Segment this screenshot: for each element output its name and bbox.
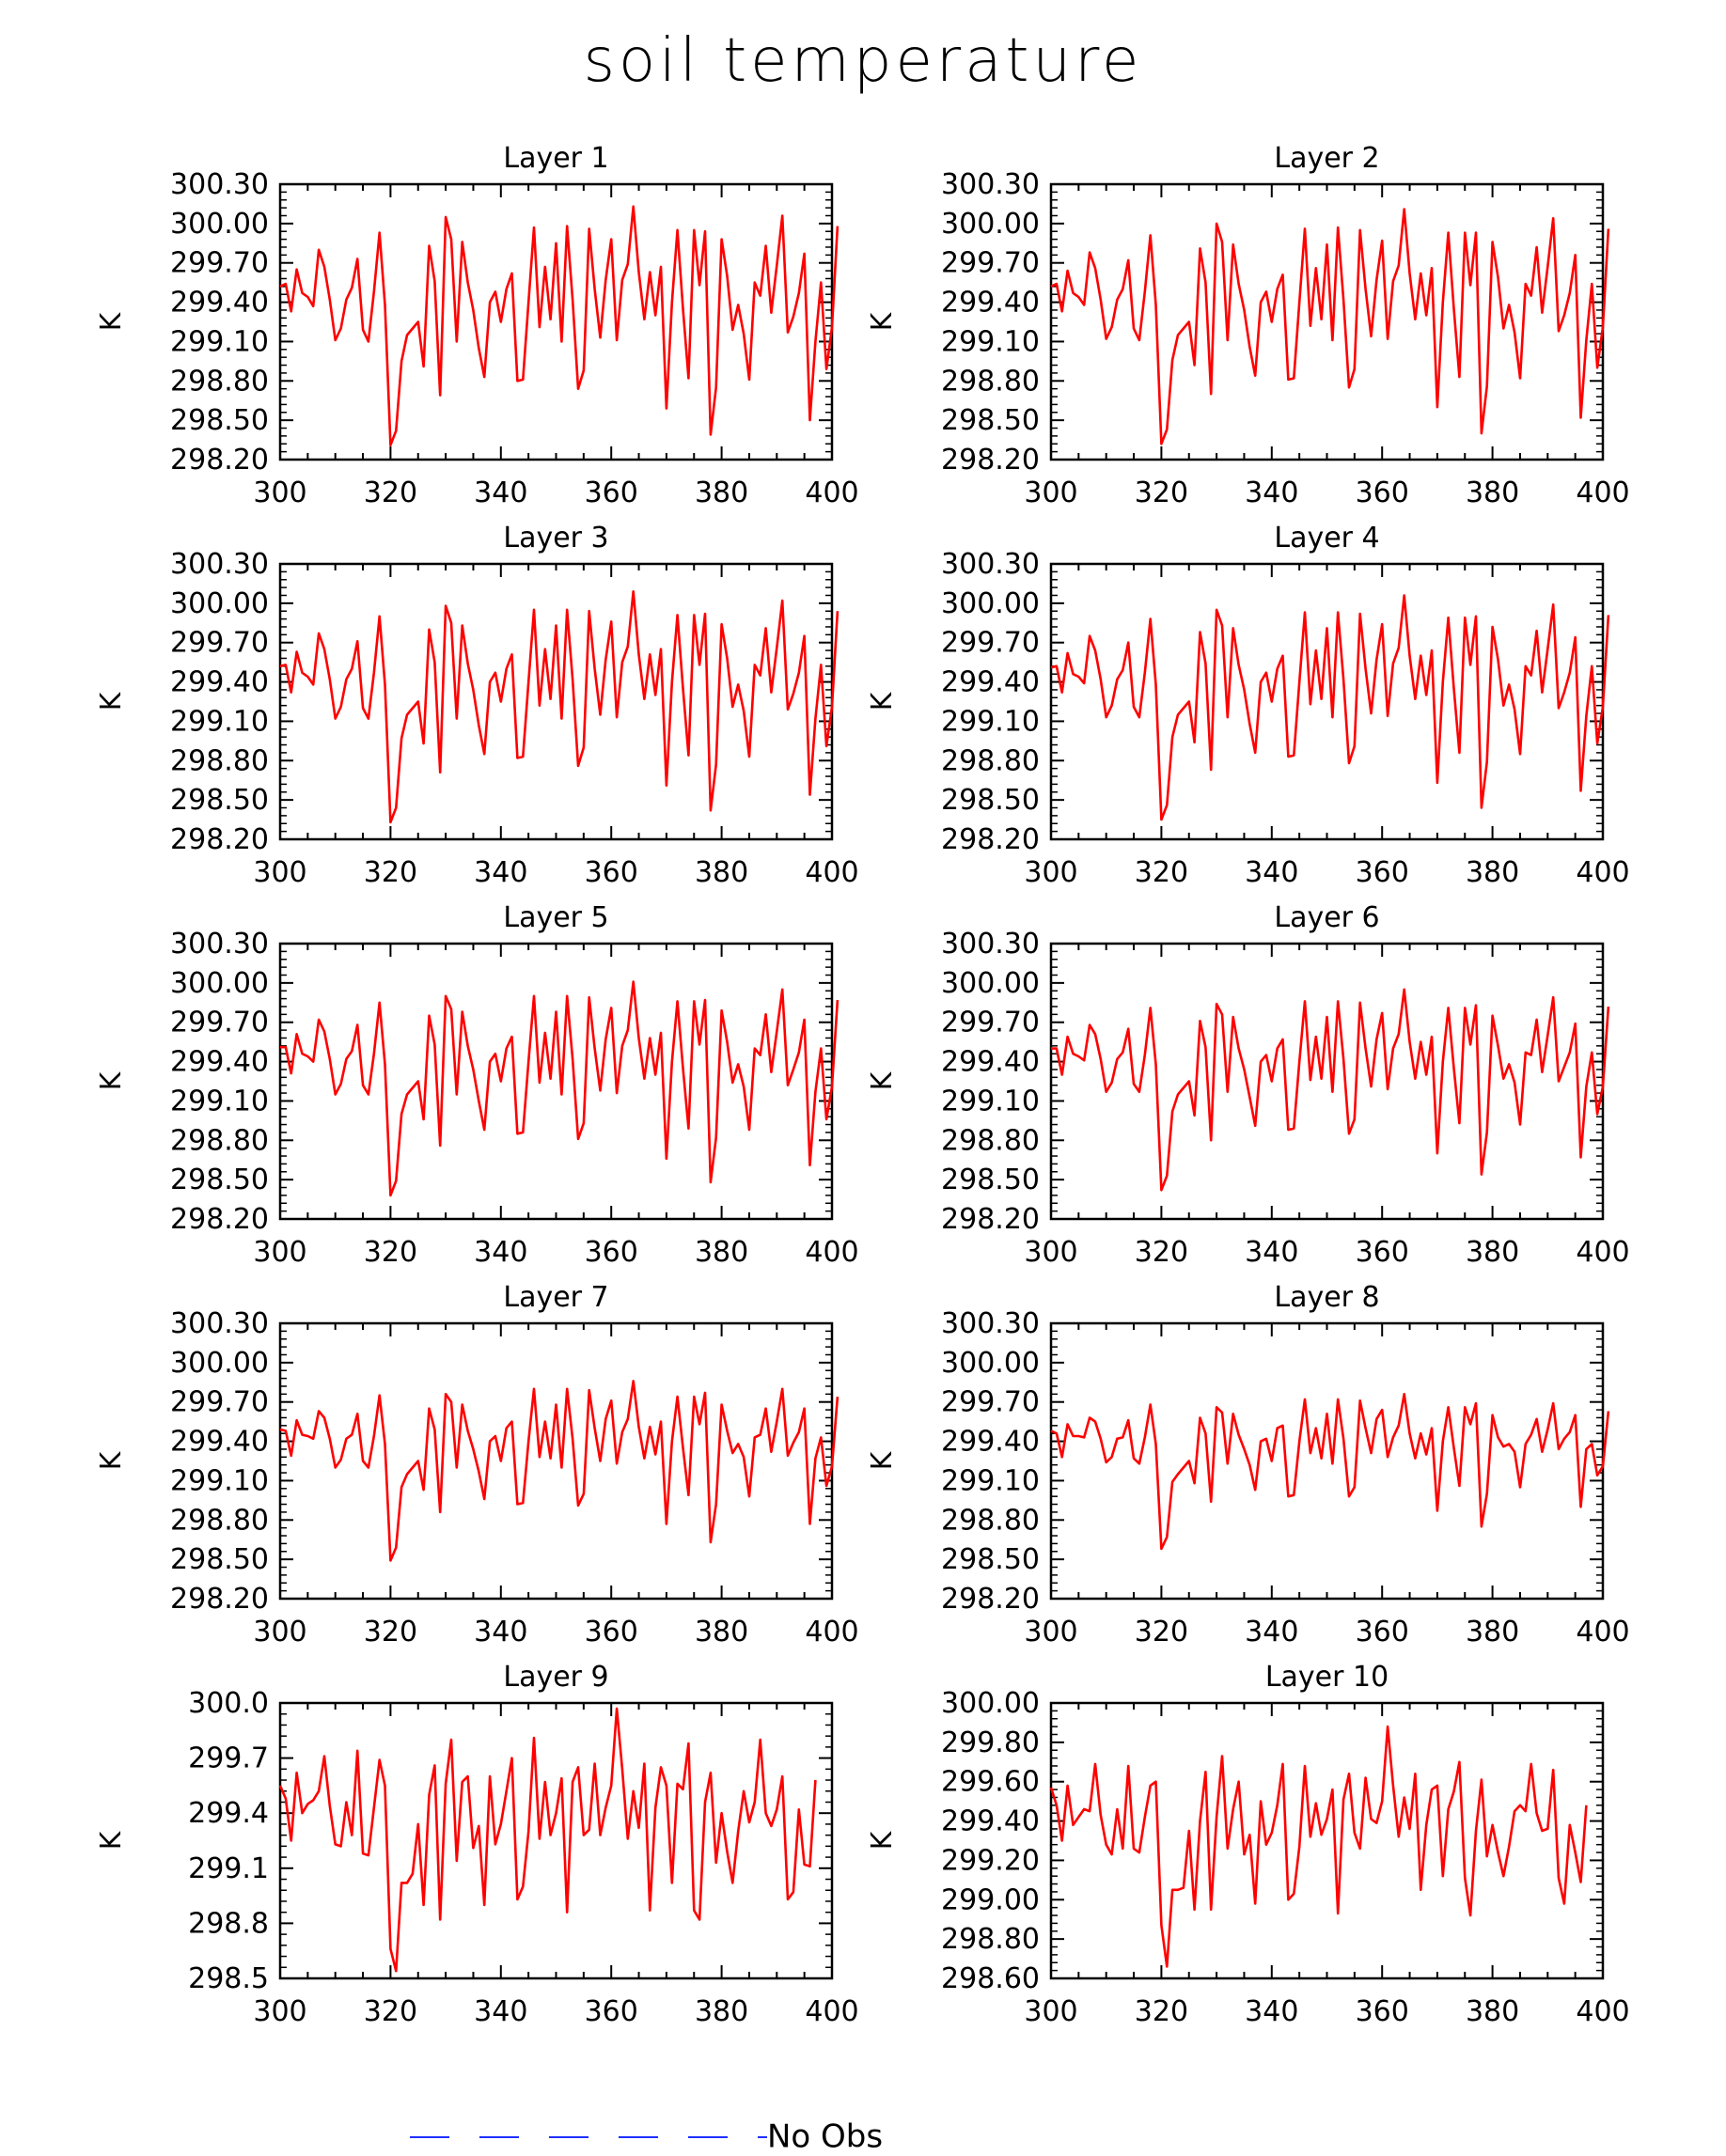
y-tick-label: 298.80 xyxy=(170,1504,269,1538)
y-tick-label: 299.10 xyxy=(170,1085,269,1118)
plot-title: Layer 9 xyxy=(503,1661,609,1694)
y-axis-label: K xyxy=(866,312,899,332)
series-line xyxy=(280,982,838,1195)
series-line xyxy=(1051,596,1608,820)
x-tick-label: 320 xyxy=(1134,477,1189,509)
x-tick-label: 320 xyxy=(1134,856,1189,889)
x-tick-label: 380 xyxy=(694,856,749,889)
y-tick-label: 299.1 xyxy=(188,1851,269,1885)
x-tick-label: 340 xyxy=(474,856,528,889)
y-tick-label: 300.00 xyxy=(941,1687,1040,1720)
y-tick-label: 299.60 xyxy=(941,1765,1040,1799)
y-tick-label: 298.8 xyxy=(188,1907,269,1941)
y-tick-label: 299.7 xyxy=(188,1742,269,1775)
plot-title: Layer 10 xyxy=(1264,1661,1389,1694)
plot-panel-1 xyxy=(95,142,859,509)
y-tick-label: 300.00 xyxy=(170,966,269,1000)
x-tick-label: 320 xyxy=(1134,1995,1189,2028)
x-tick-label: 380 xyxy=(1465,1236,1520,1269)
y-tick-label: 298.50 xyxy=(941,1543,1040,1577)
plot-title: Layer 7 xyxy=(503,1281,609,1314)
x-tick-label: 320 xyxy=(363,1616,418,1648)
y-tick-label: 300.30 xyxy=(170,928,269,961)
x-tick-label: 400 xyxy=(1576,1995,1630,2028)
plot-panel-4 xyxy=(866,522,1630,889)
x-tick-label: 380 xyxy=(1465,477,1520,509)
y-tick-label: 298.80 xyxy=(941,1124,1040,1158)
y-tick-label: 298.50 xyxy=(941,784,1040,818)
y-tick-label: 298.50 xyxy=(170,784,269,818)
x-tick-label: 300 xyxy=(1024,1616,1078,1648)
y-tick-label: 299.10 xyxy=(941,1464,1040,1498)
y-tick-label: 298.80 xyxy=(170,365,269,398)
legend-line-swatch xyxy=(410,2136,767,2138)
x-tick-label: 400 xyxy=(805,1995,859,2028)
x-tick-label: 300 xyxy=(1024,856,1078,889)
y-tick-label: 299.40 xyxy=(170,665,269,699)
y-tick-label: 300.0 xyxy=(188,1687,269,1720)
y-tick-label: 298.20 xyxy=(170,444,269,477)
chart-title: soil temperature xyxy=(583,26,1143,96)
y-tick-label: 300.00 xyxy=(941,586,1040,620)
x-tick-label: 380 xyxy=(1465,856,1520,889)
y-tick-label: 298.20 xyxy=(941,444,1040,477)
series-line xyxy=(280,591,838,822)
x-tick-label: 300 xyxy=(253,856,307,889)
y-axis-label: K xyxy=(95,692,128,711)
x-tick-label: 320 xyxy=(363,477,418,509)
y-tick-label: 299.20 xyxy=(941,1844,1040,1878)
y-axis-label: K xyxy=(866,1451,899,1471)
y-tick-label: 300.00 xyxy=(170,586,269,620)
y-tick-label: 300.30 xyxy=(170,1307,269,1340)
y-axis-label: K xyxy=(95,1071,128,1091)
x-tick-label: 340 xyxy=(1245,856,1299,889)
y-tick-label: 299.40 xyxy=(941,286,1040,320)
series-line xyxy=(1051,990,1608,1191)
y-tick-label: 299.40 xyxy=(941,665,1040,699)
x-tick-label: 400 xyxy=(805,856,859,889)
x-tick-label: 300 xyxy=(1024,477,1078,509)
y-tick-label: 298.80 xyxy=(170,744,269,778)
y-tick-label: 299.70 xyxy=(941,1006,1040,1039)
y-axis-label: K xyxy=(866,692,899,711)
y-tick-label: 298.50 xyxy=(941,404,1040,438)
series-line xyxy=(1051,1726,1586,1966)
x-tick-label: 380 xyxy=(1465,1995,1520,2028)
x-tick-label: 400 xyxy=(805,477,859,509)
x-tick-label: 360 xyxy=(1355,856,1409,889)
x-tick-label: 360 xyxy=(584,1616,638,1648)
y-tick-label: 299.70 xyxy=(170,246,269,280)
y-tick-label: 298.80 xyxy=(941,744,1040,778)
x-tick-label: 340 xyxy=(474,1995,528,2028)
x-tick-label: 360 xyxy=(584,1995,638,2028)
series-line xyxy=(280,207,838,445)
y-tick-label: 298.20 xyxy=(941,1203,1040,1236)
y-tick-label: 298.50 xyxy=(170,404,269,438)
y-tick-label: 299.10 xyxy=(941,705,1040,739)
x-tick-label: 400 xyxy=(805,1616,859,1648)
x-tick-label: 320 xyxy=(1134,1236,1189,1269)
y-tick-label: 300.30 xyxy=(941,548,1040,581)
x-tick-label: 320 xyxy=(363,1995,418,2028)
y-tick-label: 300.30 xyxy=(170,548,269,581)
x-tick-label: 380 xyxy=(694,477,749,509)
y-tick-label: 300.00 xyxy=(170,207,269,241)
plot-panel-9 xyxy=(95,1661,859,2028)
y-tick-label: 298.50 xyxy=(170,1164,269,1197)
x-tick-label: 300 xyxy=(1024,1236,1078,1269)
y-tick-label: 299.70 xyxy=(170,626,269,660)
legend-label: No Obs xyxy=(767,2117,884,2156)
legend xyxy=(410,2117,883,2156)
y-tick-label: 298.20 xyxy=(941,823,1040,856)
x-tick-label: 360 xyxy=(584,1236,638,1269)
y-axis-label: K xyxy=(95,1831,128,1851)
plot-panel-7 xyxy=(95,1281,859,1648)
y-tick-label: 298.50 xyxy=(170,1543,269,1577)
plot-title: Layer 8 xyxy=(1274,1281,1380,1314)
y-tick-label: 299.10 xyxy=(941,325,1040,359)
x-tick-label: 360 xyxy=(1355,1616,1409,1648)
y-axis-label: K xyxy=(95,1451,128,1471)
x-tick-label: 400 xyxy=(1576,477,1630,509)
x-tick-label: 300 xyxy=(253,1995,307,2028)
y-tick-label: 298.20 xyxy=(170,1583,269,1616)
x-tick-label: 300 xyxy=(253,477,307,509)
plot-title: Layer 5 xyxy=(503,901,609,934)
plot-title: Layer 4 xyxy=(1274,522,1380,555)
y-tick-label: 299.4 xyxy=(188,1797,269,1831)
plot-title: Layer 1 xyxy=(503,142,609,175)
x-tick-label: 360 xyxy=(1355,477,1409,509)
plot-title: Layer 2 xyxy=(1274,142,1380,175)
plot-panel-3 xyxy=(95,522,859,889)
y-tick-label: 298.20 xyxy=(170,823,269,856)
x-tick-label: 300 xyxy=(253,1616,307,1648)
x-tick-label: 340 xyxy=(1245,1236,1299,1269)
x-tick-label: 360 xyxy=(584,856,638,889)
y-tick-label: 298.80 xyxy=(170,1124,269,1158)
x-tick-label: 340 xyxy=(474,477,528,509)
plot-panel-2 xyxy=(866,142,1630,509)
x-tick-label: 340 xyxy=(474,1236,528,1269)
x-tick-label: 380 xyxy=(694,1616,749,1648)
y-tick-label: 299.10 xyxy=(941,1085,1040,1118)
y-tick-label: 299.10 xyxy=(170,1464,269,1498)
plot-frame xyxy=(1051,1323,1603,1599)
x-tick-label: 380 xyxy=(1465,1616,1520,1648)
y-tick-label: 298.80 xyxy=(941,1504,1040,1538)
y-tick-label: 298.20 xyxy=(170,1203,269,1236)
y-tick-label: 300.30 xyxy=(941,928,1040,961)
y-tick-label: 299.10 xyxy=(170,325,269,359)
plot-title: Layer 6 xyxy=(1274,901,1380,934)
x-tick-label: 340 xyxy=(1245,1995,1299,2028)
y-axis-label: K xyxy=(866,1071,899,1091)
x-tick-label: 400 xyxy=(1576,1236,1630,1269)
x-tick-label: 340 xyxy=(1245,477,1299,509)
y-tick-label: 300.00 xyxy=(941,966,1040,1000)
plot-panel-8 xyxy=(866,1281,1630,1648)
y-tick-label: 300.30 xyxy=(170,168,269,201)
x-tick-label: 380 xyxy=(694,1236,749,1269)
y-axis-label: K xyxy=(866,1831,899,1851)
y-tick-label: 299.00 xyxy=(941,1883,1040,1917)
x-tick-label: 340 xyxy=(474,1616,528,1648)
x-tick-label: 300 xyxy=(1024,1995,1078,2028)
y-tick-label: 299.40 xyxy=(170,1045,269,1079)
y-axis-label: K xyxy=(95,312,128,332)
y-tick-label: 299.10 xyxy=(170,705,269,739)
x-tick-label: 360 xyxy=(1355,1995,1409,2028)
y-tick-label: 299.70 xyxy=(941,626,1040,660)
y-tick-label: 298.5 xyxy=(188,1962,269,1995)
x-tick-label: 300 xyxy=(253,1236,307,1269)
series-line xyxy=(280,1381,838,1560)
plot-panel-10 xyxy=(866,1661,1630,2028)
y-tick-label: 299.40 xyxy=(941,1804,1040,1838)
plot-panel-5 xyxy=(95,901,859,1269)
y-tick-label: 300.00 xyxy=(941,207,1040,241)
y-tick-label: 298.60 xyxy=(941,1962,1040,1995)
x-tick-label: 380 xyxy=(694,1995,749,2028)
x-tick-label: 400 xyxy=(1576,1616,1630,1648)
x-tick-label: 360 xyxy=(1355,1236,1409,1269)
y-tick-label: 298.80 xyxy=(941,1923,1040,1957)
y-tick-label: 298.80 xyxy=(941,365,1040,398)
series-line xyxy=(1051,210,1608,445)
y-tick-label: 300.00 xyxy=(941,1346,1040,1380)
y-tick-label: 298.20 xyxy=(941,1583,1040,1616)
y-tick-label: 299.70 xyxy=(170,1385,269,1419)
x-tick-label: 320 xyxy=(1134,1616,1189,1648)
series-line xyxy=(280,1709,815,1971)
x-tick-label: 320 xyxy=(363,1236,418,1269)
x-tick-label: 360 xyxy=(584,477,638,509)
y-tick-label: 299.40 xyxy=(170,1425,269,1459)
y-tick-label: 300.30 xyxy=(941,168,1040,201)
y-tick-label: 299.70 xyxy=(941,246,1040,280)
x-tick-label: 340 xyxy=(1245,1616,1299,1648)
y-tick-label: 300.00 xyxy=(170,1346,269,1380)
x-tick-label: 400 xyxy=(805,1236,859,1269)
plot-title: Layer 3 xyxy=(503,522,609,555)
y-tick-label: 299.40 xyxy=(941,1045,1040,1079)
series-line xyxy=(1051,1394,1608,1549)
plot-panel-6 xyxy=(866,901,1630,1269)
y-tick-label: 300.30 xyxy=(941,1307,1040,1340)
y-tick-label: 299.40 xyxy=(170,286,269,320)
x-tick-label: 320 xyxy=(363,856,418,889)
y-tick-label: 299.70 xyxy=(941,1385,1040,1419)
x-tick-label: 400 xyxy=(1576,856,1630,889)
y-tick-label: 299.40 xyxy=(941,1425,1040,1459)
y-tick-label: 299.80 xyxy=(941,1726,1040,1759)
y-tick-label: 298.50 xyxy=(941,1164,1040,1197)
y-tick-label: 299.70 xyxy=(170,1006,269,1039)
